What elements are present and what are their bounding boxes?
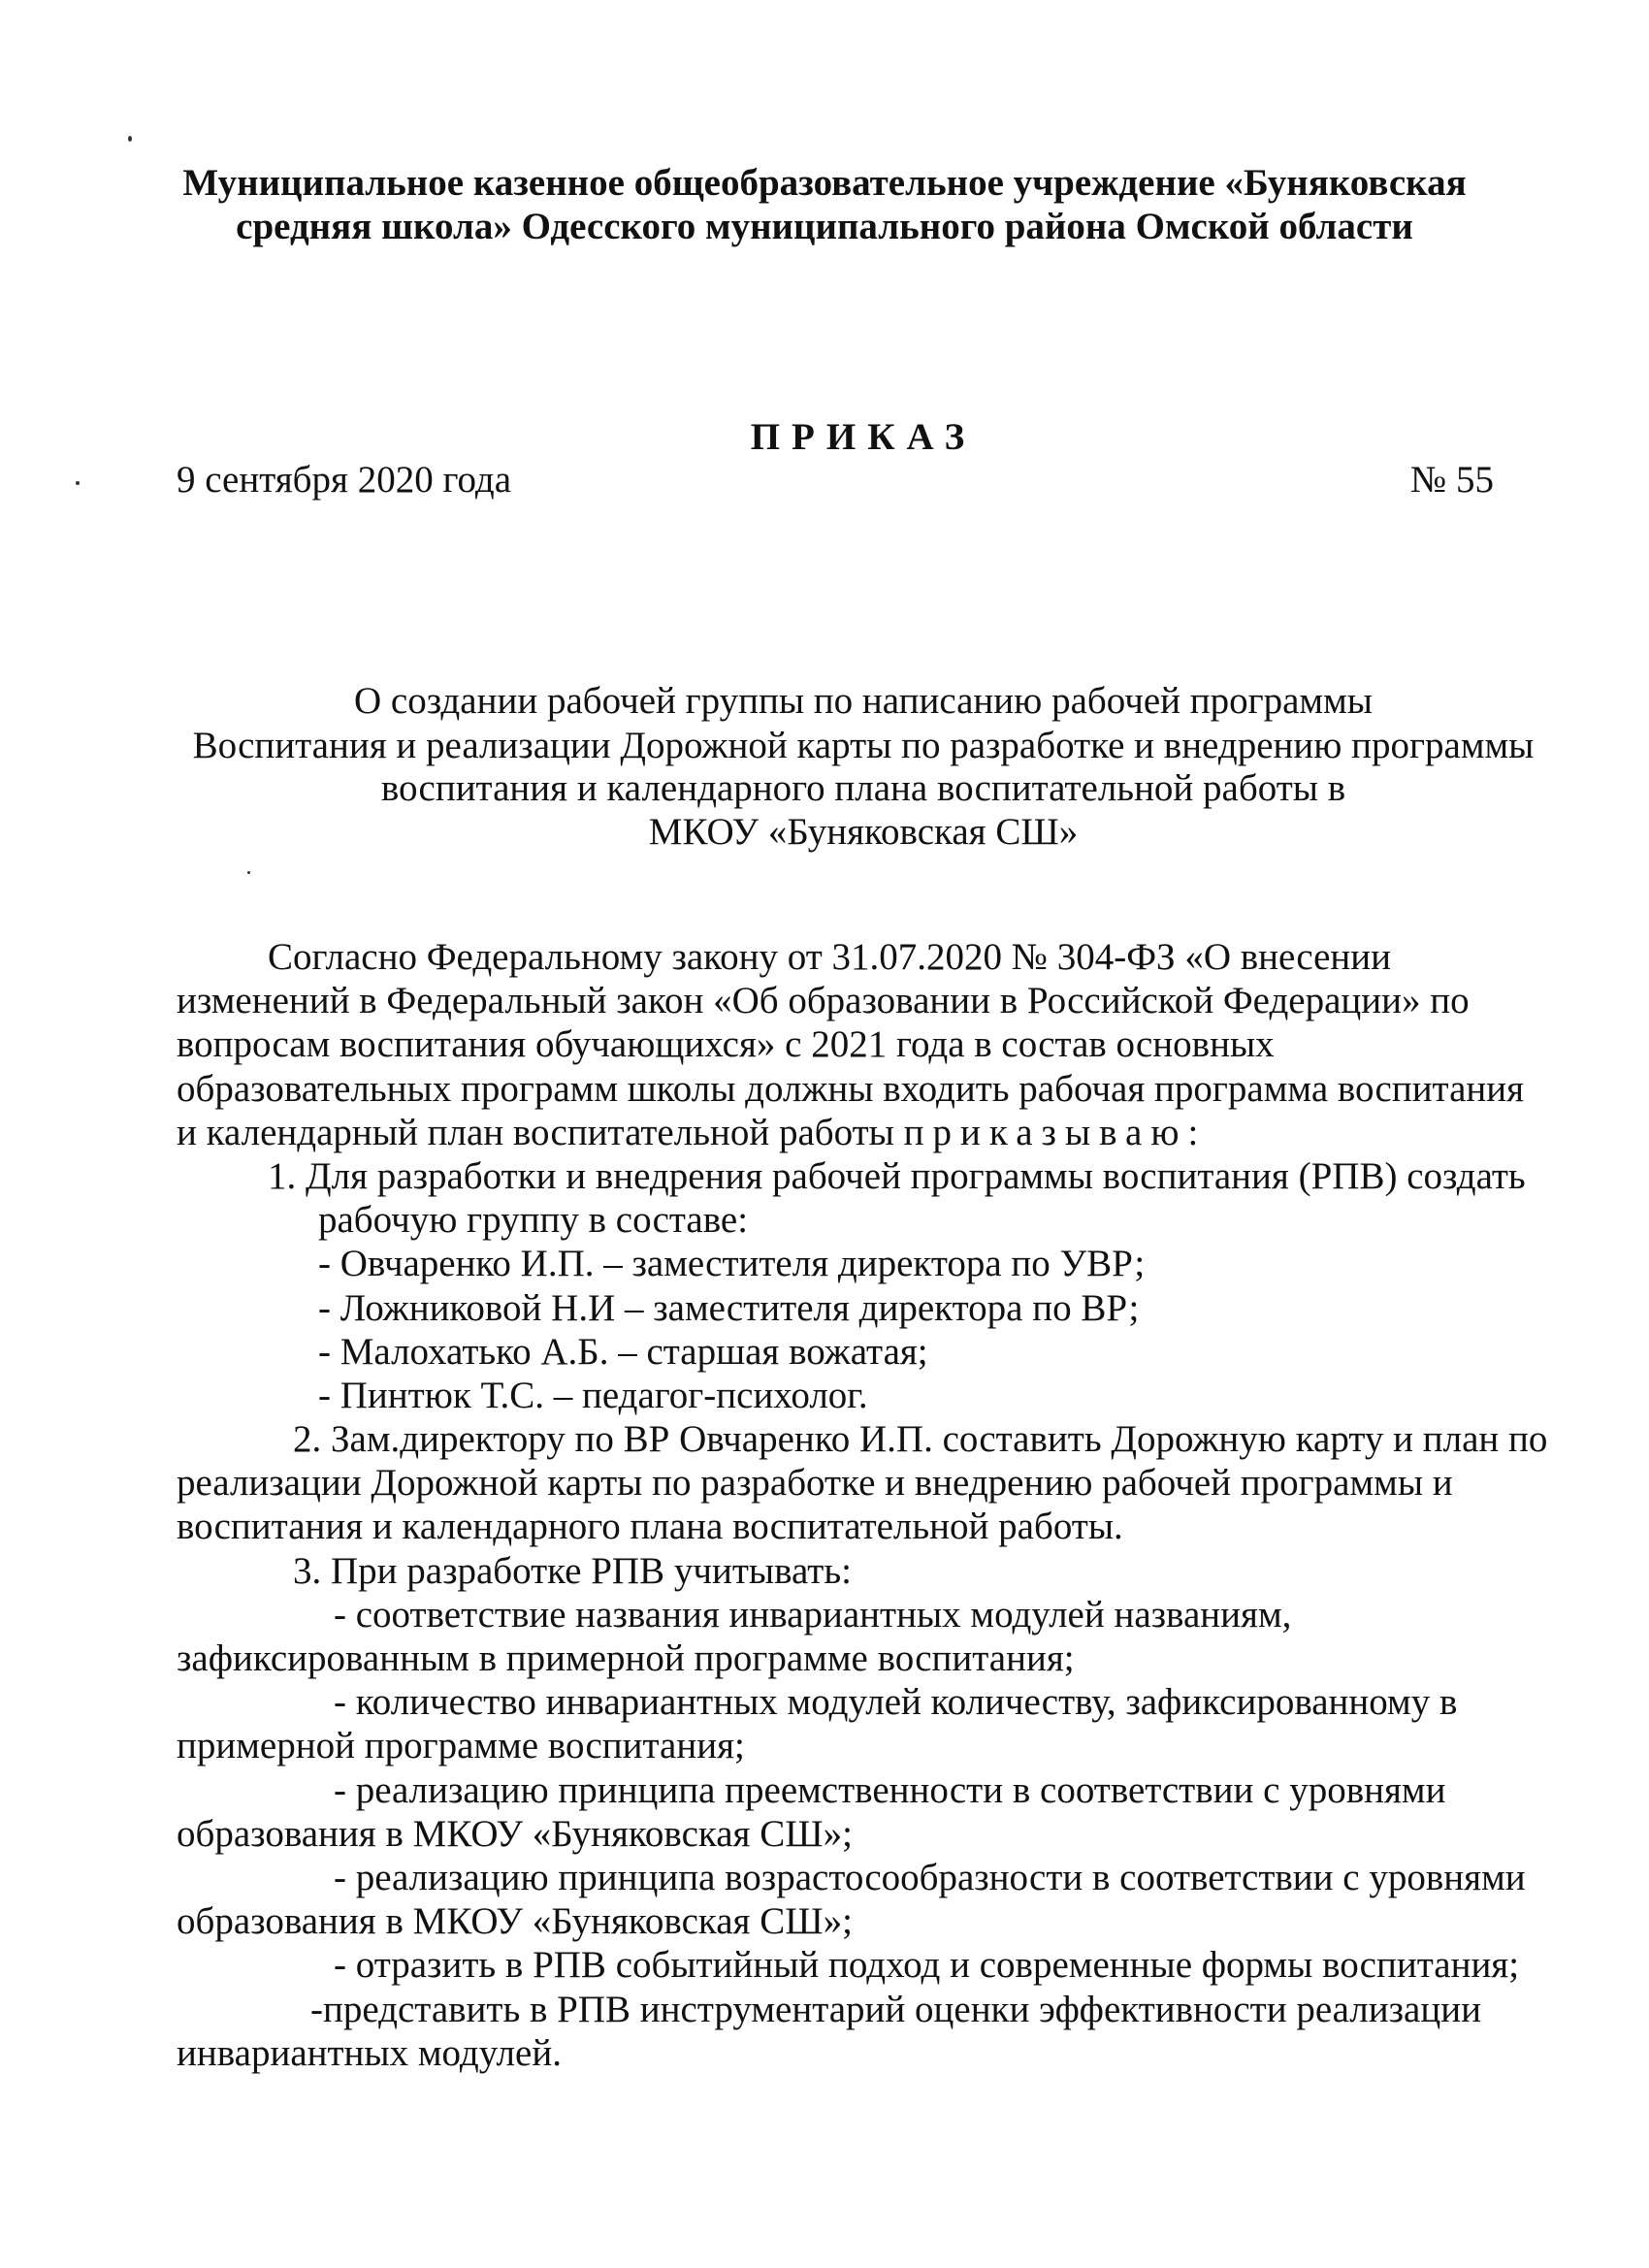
document-title: ПРИКАЗ <box>750 416 977 458</box>
scan-speck <box>76 481 80 485</box>
scan-speck <box>128 136 132 142</box>
body-line: -представить в РПВ инструментарий оценки эффективности реализации <box>310 1988 1481 2030</box>
order-date: 9 сентября 2020 года <box>177 459 512 501</box>
order-body <box>177 935 1554 2075</box>
orders-word: приказываю: <box>903 1111 1208 1153</box>
subject-line: воспитания и календарного плана воспитательной работы в <box>380 767 1346 809</box>
body-line: изменений в Федеральный закон «Об образовании в Российской Федерации» по <box>177 980 1470 1022</box>
member-item: - Малохатько А.Б. – старшая вожатая; <box>318 1330 928 1373</box>
body-line: образовательных программ школы должны входить рабочая программа воспитания <box>177 1067 1525 1110</box>
scan-speck <box>247 871 250 874</box>
body-line: примерной программе воспитания; <box>177 1725 745 1767</box>
body-line: - соответствие названия инвариантных модулей названиям, <box>334 1593 1292 1636</box>
body-line: - реализацию принципа преемственности в соответствии с уровнями <box>334 1768 1446 1811</box>
subject-line: МКОУ «Буняковская СШ» <box>648 811 1079 853</box>
body-line <box>177 1111 1554 1154</box>
body-line: вопросам воспитания обучающихся» с 2021 года в состав основных <box>177 1023 1275 1066</box>
body-line: - реализацию принципа возрастосообразности в соответствии с уровнями <box>334 1856 1526 1898</box>
member-item: - Овчаренко И.П. – заместителя директора по УВР; <box>318 1243 1146 1285</box>
body-line: воспитания и календарного плана воспитательной работы. <box>177 1506 1123 1548</box>
list-item-1: 1. Для разработки и внедрения рабочей программы воспитания (РПВ) создать <box>268 1154 1526 1197</box>
organization-name-line2: средняя школа» Одесского муниципального района Омской области <box>236 206 1413 247</box>
subject-line: Воспитания и реализации Дорожной карты по разработке и внедрению программы <box>192 725 1535 766</box>
list-item-2: 2. Зам.директору по ВР Овчаренко И.П. составить Дорожную карту и план по <box>293 1418 1548 1461</box>
body-line: Согласно Федеральному закону от 31.07.2020 № 304-ФЗ «О внесении <box>268 936 1392 978</box>
body-line: инвариантных модулей. <box>177 2031 562 2074</box>
organization-name-line1: Муниципальное казенное общеобразовательное учреждение «Буняковская <box>182 162 1467 204</box>
body-line: реализации Дорожной карты по разработке и внедрению рабочей программы и <box>177 1462 1453 1505</box>
subject-line: О создании рабочей группы по написанию рабочей программы <box>354 680 1373 722</box>
body-line: - отразить в РПВ событийный подход и современные формы воспитания; <box>334 1944 1520 1987</box>
list-item-3: 3. При разработке РПВ учитывать: <box>293 1549 852 1592</box>
body-line: образования в МКОУ «Буняковская СШ»; <box>177 1812 853 1855</box>
body-line: - количество инвариантных модулей количеству, зафиксированному в <box>334 1681 1458 1724</box>
body-text: и календарный план воспитательной работы <box>177 1111 904 1153</box>
body-line: рабочую группу в составе: <box>318 1199 749 1242</box>
member-item: - Ложниковой Н.И – заместителя директора по ВР; <box>318 1286 1140 1329</box>
order-number: № 55 <box>1410 459 1494 501</box>
member-item: - Пинтюк Т.С. – педагог-психолог. <box>318 1374 868 1416</box>
body-line: образования в МКОУ «Буняковская СШ»; <box>177 1900 853 1943</box>
body-line: зафиксированным в примерной программе воспитания; <box>177 1637 1075 1679</box>
